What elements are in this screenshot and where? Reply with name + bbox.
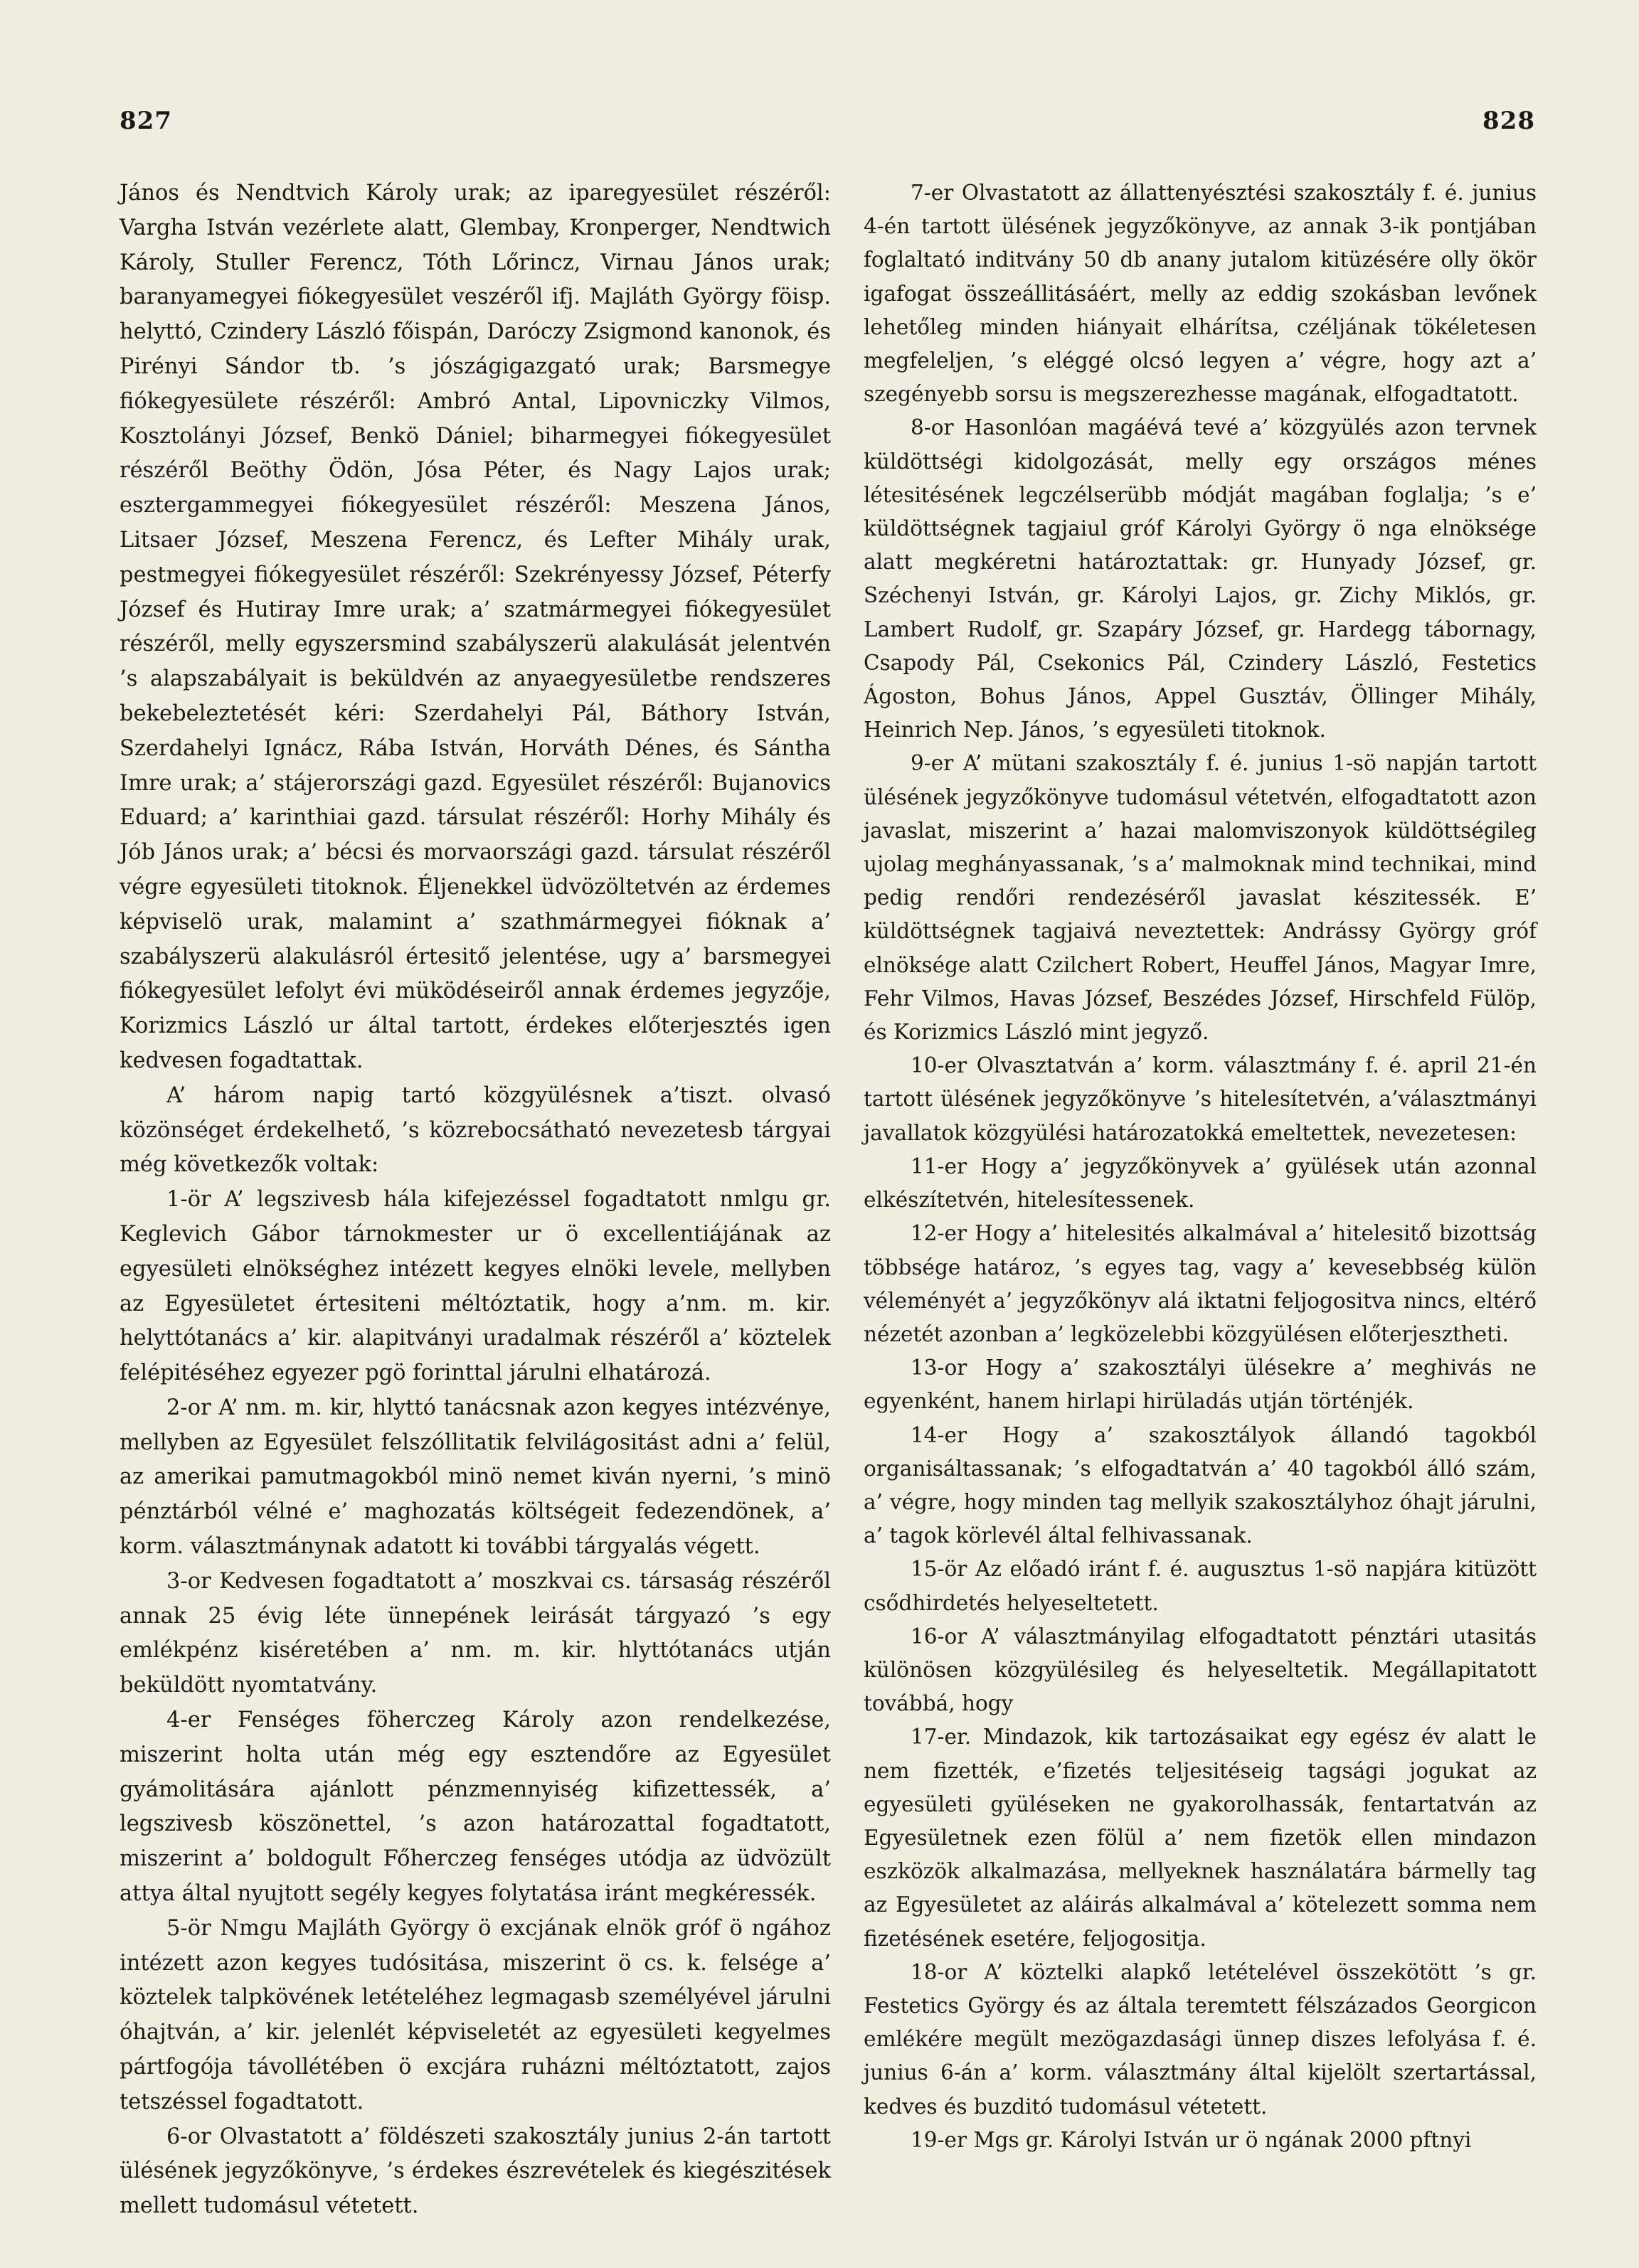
paragraph: 12-er Hogy a’ hitelesités alkalmával a’ hitelesitő bizottság többsége határoz, ’s egyes tag, vagy a’ kevesebbség külön véleményét a’ jegyzőkönyv alá iktatni feljogositva nincs, eltérő nézetét azonban a’ legközelebbi közgyülésen előterjesztheti.: [864, 1221, 1537, 1346]
paragraph: 15-ör Az előadó iránt f. é. augusztus 1-sö napjára kitüzött csődhirdetés helyeseltetett.: [864, 1557, 1537, 1615]
right-column: [864, 176, 1537, 2157]
left-column: [120, 176, 831, 2224]
paragraph: A’ három napig tartó közgyülésnek a’tiszt. olvasó közönséget érdekelhető, ’s közrebocsátható nevezetesb tárgyai még következők voltak:: [120, 1082, 831, 1178]
paragraph: 18-or A’ köztelki alapkő letételével összekötött ’s gr. Festetics György és az általa teremtett félszázados Georgicon emlékére megült mezögazdasági ünnep diszes lefolyása f. é. junius 6-án a’ korm. választmány által kijelölt szertartással, kedves és buzditó tudomásul vétetett.: [864, 1959, 1537, 2119]
paragraph: 16-or A’ választmányilag elfogadtatott pénztári utasitás különösen közgyülésileg és helyeseltetik. Megállapitatott továbbá, hogy: [864, 1624, 1537, 1716]
page-number-left: 827: [120, 107, 172, 135]
paragraph: 3-or Kedvesen fogadtatott a’ moszkvai cs. társaság részéről annak 25 évig léte ünnepének leirását tárgyazó ’s egy emlékpénz kiséretében a’ nm. m. kir. hlyttótanács utján beküldött nyomtatvány.: [120, 1568, 831, 1698]
paragraph: 2-or A’ nm. m. kir, hlyttó tanácsnak azon kegyes intézvénye, mellyben az Egyesület felszóllitatik felvilágositást adni a’ felül, az amerikai pamutmagokból minö nemet kiván nyerni, ’s minö pénztárból vélné e’ maghozatás költségeit fedezendönek, a’ korm. választmánynak adatott ki további tárgyalás végett.: [120, 1395, 831, 1560]
paragraph: 7-er Olvastatott az állattenyésztési szakosztály f. é. junius 4-én tartott ülésének jegyzőkönyve, az annak 3-ik pontjában foglaltató inditvány 50 db anany jutalom kitüzésére olly ökör igafogat összeállitásáért, melly az eddig szokásban levőnek lehetőleg minden hiányait elhárítsa, czéljának tökéletesen megfeleljen, ’s eléggé olcsó legyen a’ végre, hogy azt a’ szegényebb sorsu is megszerezhesse magának, elfogadtatott.: [864, 181, 1537, 407]
page-number-right: 828: [1482, 107, 1535, 135]
paragraph: 5-ör Nmgu Majláth György ö excjának elnök gróf ö ngához intézett azon kegyes tudósitása, miszerint ö cs. k. felsége a’ köztelek talpkövének letételéhez legmagasb személyével járulni óhajtván, a’ kir. jelenlét képviseletét az egyesületi kegyelmes pártfogója távollétében ö excjára ruházni méltóztatott, zajos tetszéssel fogadtatott.: [120, 1915, 831, 2114]
paragraph: 17-er. Mindazok, kik tartozásaikat egy egész év alatt le nem fizették, e’fizetés teljesitéseig tagsági jogukat az egyesületi gyüléseken ne gyakorolhassák, fentartatván az Egyesületnek ezen fölül a’ nem fizetök ellen mindazon eszközök alkalmazása, mellyeknek használatára bármelly tag az Egyesületet az aláirás alkalmával a’ kötelezett somma nem fizetésének esetére, feljogositja.: [864, 1725, 1537, 1951]
paragraph: 8-or Hasonlóan magáévá tevé a’ közgyülés azon tervnek küldöttségi kidolgozását, melly egy országos ménes létesitésének legczélserübb módját magában foglalja; ’s e’ küldöttségnek tagjaiul gróf Károlyi György ö nga elnöksége alatt megkéretni határoztattak: gr. Hunyady József, gr. Széchenyi István, gr. Károlyi Lajos, gr. Zichy Miklós, gr. Lambert Rudolf, gr. Szapáry József, gr. Hardegg tábornagy, Csapody Pál, Csekonics Pál, Czindery László, Festetics Ágoston, Bohus János, Appel Gusztáv, Öllinger Mihály, Heinrich Nep. János, ’s egyesületi titoknok.: [864, 415, 1537, 742]
paragraph: 1-ör A’ legszivesb hála kifejezéssel fogadtatott nmlgu gr. Keglevich Gábor tárnokmester ur ö excellentiájának az egyesületi elnökséghez intézett kegyes elnöki levele, mellyben az Egyesületet értesiteni méltóztatik, hogy a’nm. m. kir. helyttótanács a’ kir. alapitványi uradalmak részéről a’ köztelek felépitéséhez egyezer pgö forinttal járulni elhatározá.: [120, 1187, 831, 1386]
paragraph: 14-er Hogy a’ szakosztályok állandó tagokból organisáltassanak; ’s elfogadtatván a’ 40 tagokból álló szám, a’ végre, hogy minden tag mellyik szakosztályhoz óhajt járulni, a’ tagok körlevél által felhivassanak.: [864, 1422, 1537, 1548]
paragraph: 10-er Olvasztatván a’ korm. választmány f. é. april 21-én tartott ülésének jegyzőkönyve ’s hitelesítetvén, a’választmányi javallatok közgyülési határozatokká emeltettek, nevezetesen:: [864, 1053, 1537, 1145]
paragraph: 19-er Mgs gr. Károlyi István ur ö ngának 2000 pftnyi: [911, 2127, 1472, 2152]
paragraph: János és Nendtvich Károly urak; az iparegyesület részéről: Vargha István vezérlete alatt, Glembay, Kronperger, Nendtwich Károly, Stuller Ferencz, Tóth Lőrincz, Virnau János urak; baranyamegyei fiókegyesület veszéről ifj. Majláth György föisp. helyttó, Czindery László főispán, Daróczy Zsigmond kanonok, és Pirényi Sándor tb. ’s jószágigazgató urak; Barsmegye fiókegyesülete részéről: Ambró Antal, Lipovniczky Vilmos, Kosztolányi József, Benkö Dániel; biharmegyei fiókegyesület részéről Beöthy Ödön, Jósa Péter, és Nagy Lajos urak; esztergammegyei fiókegyesület részéről: Meszena János, Litsaer József, Meszena Ferencz, és Lefter Mihály urak, pestmegyei fiókegyesület részéről: Szekrényessy József, Péterfy József és Hutiray Imre urak; a’ szatmármegyei fiókegyesület részéről, melly egyszersmind szabályszerü alakulását jelentvén ’s alapszabályait is beküldvén az anyaegyesületbe rendszeres bekebeleztetését kéri: Szerdahelyi Pál, Báthory István, Szerdahelyi Ignácz, Rába István, Horváth Dénes, és Sántha Imre urak; a’ stájerországi gazd. Egyesület részéről: Bujanovics Eduard; a’ karinthiai gazd. társulat részéről: Horhy Mihály és Jób János urak; a’ bécsi és morvaországi gazd. társulat részéről végre egyesületi titoknok. Éljenekkel üdvözöltetvén az érdemes képviselö urak, malamint a’ szathmármegyei fióknak a’ szabályszerü alakulásról értesitő jelentése, ugy a’ barsmegyei fiókegyesület lefolyt évi müködéseiről annak érdemes jegyzője, Korizmics László ur által tartott, érdekes előterjesztés igen kedvesen fogadtattak.: [120, 181, 831, 1073]
paragraph: 4-er Fenséges föherczeg Károly azon rendelkezése, miszerint holta után még egy esztendőre az Egyesület gyámolitására ajánlott pénzmennyiség kifizettessék, a’ legszivesb köszönettel, ’s azon határozattal fogadtatott, miszerint a’ boldogult Főherczeg fenséges utódja az üdvözült attya által nyujtott segély kegyes folytatása iránt megkéressék.: [120, 1708, 831, 1907]
paragraph: 13-or Hogy a’ szakosztályi ülésekre a’ meghivás ne egyenként, hanem hirlapi hirüladás utján történjék.: [864, 1356, 1537, 1414]
paragraph: 9-er A’ mütani szakosztály f. é. junius 1-sö napján tartott ülésének jegyzőkönyve tudomásul vétetvén, elfogadtatott azon javaslat, miszerint a’ hazai malomviszonyok küldöttségileg ujolag meghányassanak, ’s a’ malmoknak mind technikai, mind pedig rendőri rendezéséről javaslat készitessék. E’ küldöttségnek tagjaivá neveztettek: Andrássy György gróf elnöksége alatt Czilchert Robert, Heuffel János, Magyar Imre, Fehr Vilmos, Havas József, Beszédes József, Hirschfeld Fülöp, és Korizmics László mint jegyző.: [864, 751, 1537, 1045]
paragraph: 11-er Hogy a’ jegyzőkönyvek a’ gyülések után azonnal elkészítetvén, hitelesítessenek.: [864, 1154, 1537, 1213]
paragraph: 6-or Olvastatott a’ földészeti szakosztály junius 2-án tartott ülésének jegyzőkönyve, ’s érdekes észrevételek és kiegészitések mellett tudomásul vétetett.: [120, 2124, 831, 2219]
